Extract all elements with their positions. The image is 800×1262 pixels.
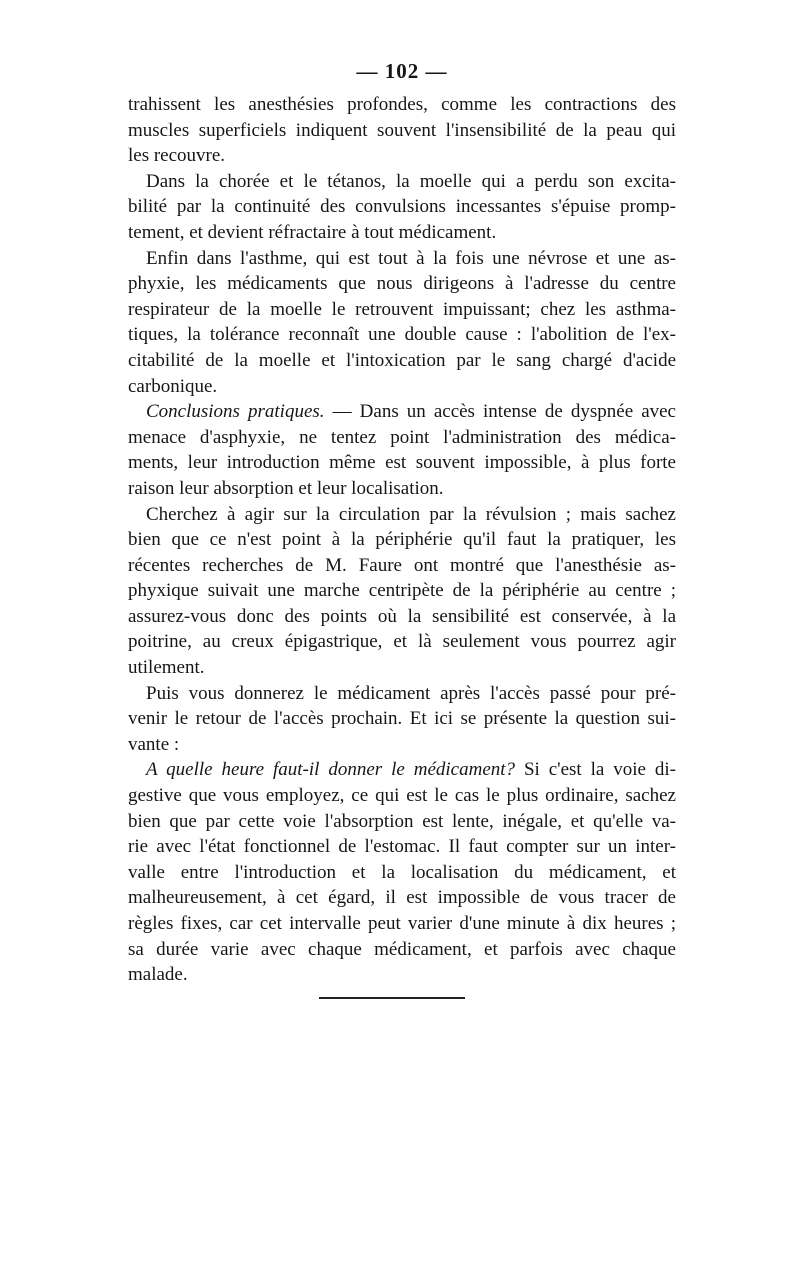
text-line: Cherchez à agir sur la circulation par la révulsion ; mais sachez bbox=[146, 503, 676, 525]
text-line: poitrine, au creux épigastrique, et là seulement vous pourrez agir bbox=[128, 631, 676, 653]
text-line: citabilité de la moelle et l'intoxication par le sang chargé d'acide bbox=[128, 349, 676, 371]
paragraph-chorea-tetanus bbox=[128, 169, 676, 246]
text-line: sa durée varie avec chaque médicament, et parfois avec chaque bbox=[128, 938, 676, 960]
question-heading-italic: A quelle heure faut-il donner le médicament? bbox=[146, 759, 516, 781]
page-number: — 102 — bbox=[356, 59, 448, 83]
text-line: bien que ce n'est point à la périphérie qu'il faut la pratiquer, les bbox=[128, 529, 676, 551]
text-line: tement, et devient réfractaire à tout médicament. bbox=[128, 221, 497, 243]
text-line: valle entre l'introduction et la localisation du médicament, et bbox=[128, 861, 676, 883]
text-line: ments, leur introduction même est souvent impossible, à plus forte bbox=[128, 452, 676, 474]
paragraph-revulsion bbox=[128, 502, 676, 681]
paragraph-question bbox=[128, 681, 676, 758]
paragraph-asthma bbox=[128, 246, 676, 400]
text-line: les recouvre. bbox=[128, 145, 226, 167]
text-fragment: Si c'est la voie di- bbox=[515, 759, 676, 781]
text-line: Enfin dans l'asthme, qui est tout à la fois une névrose et une as- bbox=[146, 247, 676, 269]
text-line: Dans la chorée et le tétanos, la moelle qui a perdu son excita- bbox=[146, 170, 676, 192]
section-heading-italic: Conclusions pratiques. bbox=[146, 401, 325, 423]
text-line: gestive que vous employez, ce qui est le cas le plus ordinaire, sachez bbox=[128, 785, 676, 807]
text-fragment: — Dans un accès intense de dyspnée avec bbox=[324, 401, 676, 423]
text-line: malade. bbox=[128, 964, 188, 986]
text-line: venir le retour de l'accès prochain. Et ici se présente la question sui- bbox=[128, 708, 676, 730]
text-line: bilité par la continuité des convulsions incessantes s'épuise promp- bbox=[128, 196, 676, 218]
text-line: rie avec l'état fonctionnel de l'estomac. Il faut compter sur un inter- bbox=[128, 836, 676, 858]
text-line: menace d'asphyxie, ne tentez point l'administration des médica- bbox=[128, 426, 676, 448]
paragraph-continuation bbox=[128, 92, 676, 169]
paragraph-quelle-heure bbox=[128, 757, 676, 987]
section-end-rule bbox=[319, 997, 465, 999]
text-line bbox=[128, 399, 676, 425]
text-line: Puis vous donnerez le médicament après l'accès passé pour pré- bbox=[146, 682, 676, 704]
paragraph-conclusions-pratiques bbox=[128, 399, 676, 501]
text-line: malheureusement, à cet égard, il est impossible de vous tracer de bbox=[128, 887, 676, 909]
text-line: muscles superficiels indiquent souvent l'insensibilité de la peau qui bbox=[128, 119, 676, 141]
text-line: carbonique. bbox=[128, 375, 218, 397]
text-line: respirateur de la moelle le retrouvent impuissant; chez les asthma- bbox=[128, 298, 676, 320]
text-line: phyxique suivait une marche centripète de la périphérie au centre ; bbox=[128, 580, 676, 602]
text-line: règles fixes, car cet intervalle peut varier d'une minute à dix heures ; bbox=[128, 913, 676, 934]
text-line: vante : bbox=[128, 733, 180, 755]
text-line: assurez-vous donc des points où la sensibilité est conservée, à la bbox=[128, 605, 676, 627]
text-line: raison leur absorption et leur localisation. bbox=[128, 477, 444, 499]
text-line: bien que par cette voie l'absorption est lente, inégale, et qu'elle va- bbox=[128, 810, 676, 832]
text-line: tiques, la tolérance reconnaît une double cause : l'abolition de l'ex- bbox=[128, 324, 676, 346]
text-line: récentes recherches de M. Faure ont montré que l'anesthésie as- bbox=[128, 554, 676, 576]
text-line: utilement. bbox=[128, 657, 205, 679]
text-line: trahissent les anesthésies profondes, comme les contractions des bbox=[128, 94, 676, 115]
text-line bbox=[128, 757, 676, 783]
text-line: phyxie, les médicaments que nous dirigeons à l'adresse du centre bbox=[128, 273, 676, 295]
book-page bbox=[128, 56, 676, 988]
